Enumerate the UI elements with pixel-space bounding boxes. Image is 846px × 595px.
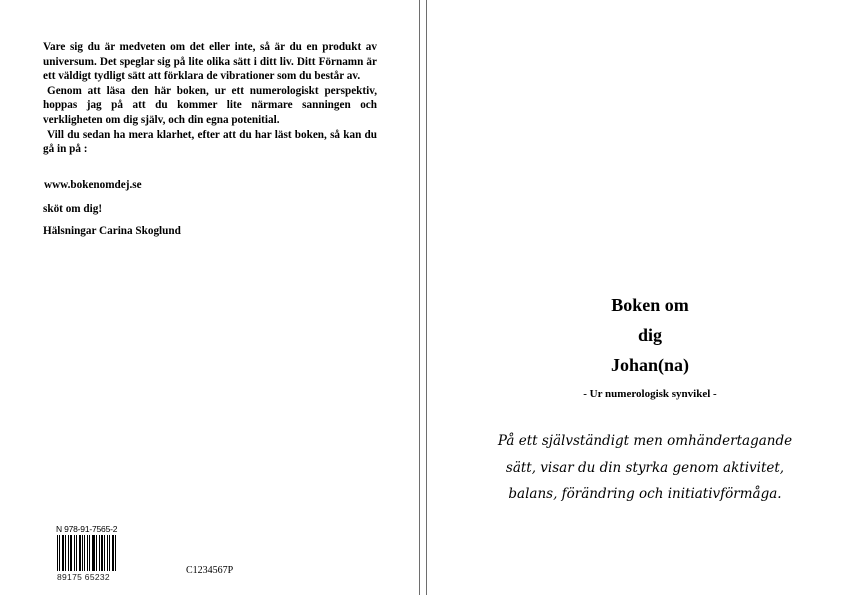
barcode-digits: 89175 65232 <box>57 572 110 582</box>
closing-line: sköt om dig! <box>43 203 103 215</box>
website-link[interactable]: www.bokenomdej.se <box>44 179 142 191</box>
signature: Hälsningar Carina Skoglund <box>43 225 181 237</box>
isbn-label: N 978-91-7565-2 <box>56 524 118 534</box>
spine-line-left <box>419 0 420 595</box>
spine-line-right <box>426 0 427 595</box>
quote-line-1: På ett självständigt men omhändertagande <box>497 433 793 449</box>
subtitle: - Ur numerologisk synvikel - <box>583 388 717 400</box>
title-line-3: Johan(na) <box>610 355 690 375</box>
paragraph-intro: Vare sig du är medveten om det eller inte, så är du en produkt av universum. Det speglar sig på lite olika sätt i ditt liv. Ditt Förnamn är ett väldigt tydligt sätt att förklara de vibrationer som du består av. <box>43 41 377 83</box>
paragraph-more-info: Vill du sedan ha mera klarhet, efter att du har läst boken, så kan du gå in på : <box>43 128 377 156</box>
product-code: C1234567P <box>186 565 234 576</box>
barcode-icon <box>57 535 121 571</box>
title-line-2: dig <box>637 325 662 345</box>
quote-line-2: sätt, visar du din styrka genom aktivitet, <box>505 460 785 476</box>
back-cover-page <box>0 0 419 595</box>
back-cover-body <box>43 40 377 157</box>
paragraph-perspective: Genom att läsa den här boken, ur ett numerologiskt perspektiv, hoppas jag på att du kommer lite närmare sanningen och verkligheten om dig själv, och din egna potenitial. <box>43 84 377 126</box>
title-line-1: Boken om <box>611 295 689 315</box>
quote-line-3: balans, förändring och initiativförmåga. <box>508 486 782 502</box>
